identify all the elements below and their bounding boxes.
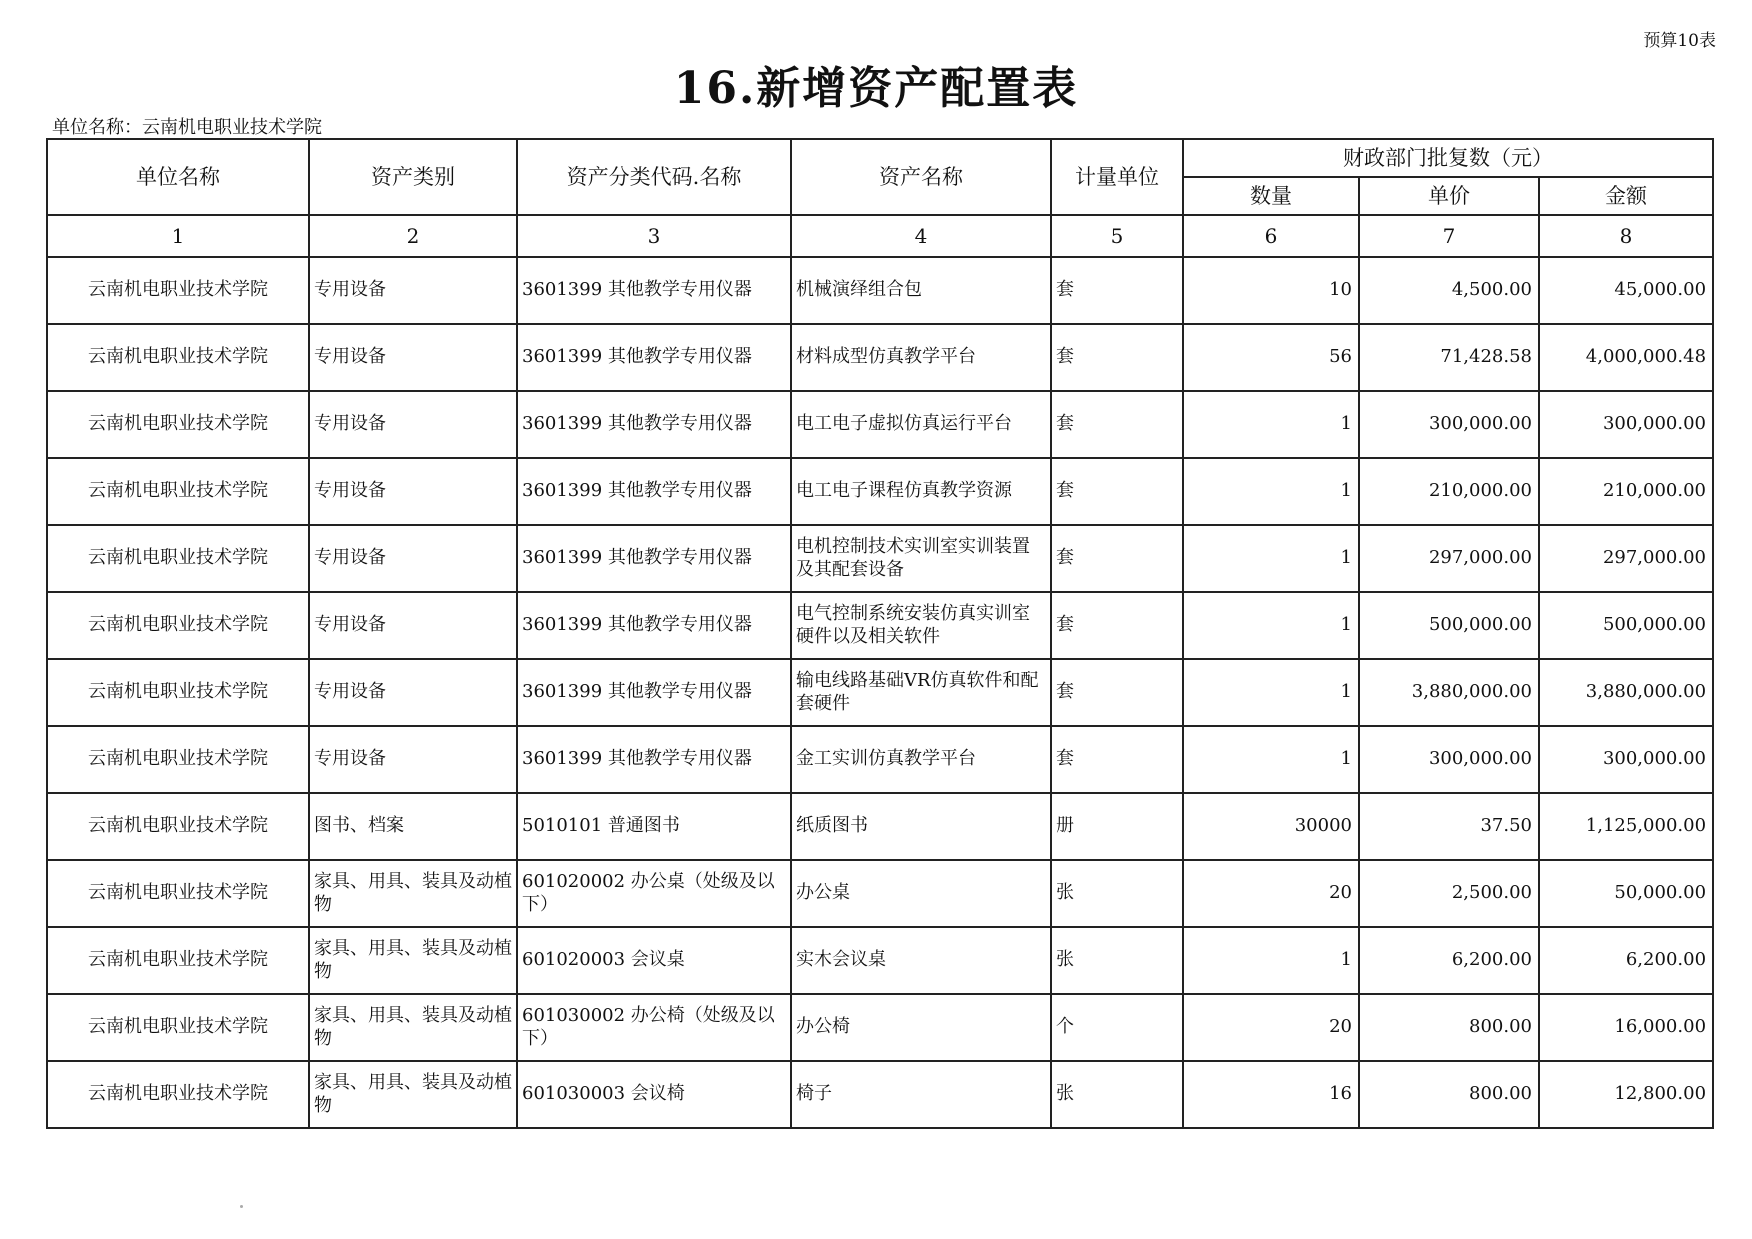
cell-measure-unit: 个 (1051, 994, 1183, 1061)
cell-quantity: 1 (1183, 659, 1359, 726)
table-row (47, 458, 1713, 525)
cell-measure-unit: 套 (1051, 324, 1183, 391)
cell-unit-name: 云南机电职业技术学院 (47, 860, 309, 927)
asset-allocation-table (46, 138, 1714, 1129)
scan-speck (240, 1205, 243, 1208)
cell-class-code: 3601399 其他教学专用仪器 (517, 525, 791, 592)
cell-class-code: 3601399 其他教学专用仪器 (517, 726, 791, 793)
cell-unit-name: 云南机电职业技术学院 (47, 927, 309, 994)
cell-class-code: 601030003 会议椅 (517, 1061, 791, 1128)
column-number-row (47, 215, 1713, 257)
table-row (47, 994, 1713, 1061)
cell-asset-category: 专用设备 (309, 525, 517, 592)
cell-unit-name: 云南机电职业技术学院 (47, 1061, 309, 1128)
header-class-code: 资产分类代码.名称 (517, 139, 791, 215)
column-number: 2 (309, 215, 517, 257)
cell-asset-name: 电工电子课程仿真教学资源 (791, 458, 1051, 525)
cell-unit-price: 300,000.00 (1359, 391, 1539, 458)
cell-class-code: 601020002 办公桌（处级及以下） (517, 860, 791, 927)
cell-asset-category: 专用设备 (309, 726, 517, 793)
cell-unit-price: 210,000.00 (1359, 458, 1539, 525)
table-row (47, 257, 1713, 324)
column-number: 3 (517, 215, 791, 257)
cell-quantity: 1 (1183, 458, 1359, 525)
cell-class-code: 3601399 其他教学专用仪器 (517, 391, 791, 458)
column-number: 7 (1359, 215, 1539, 257)
cell-asset-category: 图书、档案 (309, 793, 517, 860)
cell-unit-price: 3,880,000.00 (1359, 659, 1539, 726)
cell-measure-unit: 套 (1051, 458, 1183, 525)
cell-amount: 16,000.00 (1539, 994, 1713, 1061)
cell-class-code: 3601399 其他教学专用仪器 (517, 659, 791, 726)
cell-asset-name: 电机控制技术实训室实训装置及其配套设备 (791, 525, 1051, 592)
cell-amount: 300,000.00 (1539, 726, 1713, 793)
cell-unit-name: 云南机电职业技术学院 (47, 994, 309, 1061)
cell-quantity: 1 (1183, 726, 1359, 793)
cell-amount: 300,000.00 (1539, 391, 1713, 458)
cell-asset-name: 金工实训仿真教学平台 (791, 726, 1051, 793)
cell-asset-category: 专用设备 (309, 257, 517, 324)
header-amount: 金额 (1539, 177, 1713, 215)
cell-quantity: 20 (1183, 860, 1359, 927)
table-row (47, 592, 1713, 659)
cell-asset-category: 专用设备 (309, 592, 517, 659)
cell-quantity: 30000 (1183, 793, 1359, 860)
cell-unit-name: 云南机电职业技术学院 (47, 525, 309, 592)
cell-class-code: 3601399 其他教学专用仪器 (517, 458, 791, 525)
cell-unit-name: 云南机电职业技术学院 (47, 793, 309, 860)
page-title: 16.新增资产配置表 (673, 63, 1079, 114)
cell-amount: 297,000.00 (1539, 525, 1713, 592)
cell-measure-unit: 套 (1051, 257, 1183, 324)
cell-amount: 210,000.00 (1539, 458, 1713, 525)
cell-asset-category: 家具、用具、装具及动植物 (309, 927, 517, 994)
cell-quantity: 1 (1183, 927, 1359, 994)
table-row (47, 659, 1713, 726)
cell-measure-unit: 张 (1051, 1061, 1183, 1128)
cell-asset-name: 电工电子虚拟仿真运行平台 (791, 391, 1051, 458)
cell-asset-name: 电气控制系统安装仿真实训室硬件以及相关软件 (791, 592, 1051, 659)
cell-unit-name: 云南机电职业技术学院 (47, 458, 309, 525)
cell-unit-price: 297,000.00 (1359, 525, 1539, 592)
cell-amount: 50,000.00 (1539, 860, 1713, 927)
cell-unit-name: 云南机电职业技术学院 (47, 659, 309, 726)
cell-measure-unit: 套 (1051, 391, 1183, 458)
cell-measure-unit: 张 (1051, 927, 1183, 994)
cell-measure-unit: 套 (1051, 525, 1183, 592)
cell-class-code: 3601399 其他教学专用仪器 (517, 324, 791, 391)
cell-unit-price: 4,500.00 (1359, 257, 1539, 324)
cell-unit-price: 2,500.00 (1359, 860, 1539, 927)
table-row (47, 793, 1713, 860)
cell-unit-name: 云南机电职业技术学院 (47, 257, 309, 324)
header-asset-category: 资产类别 (309, 139, 517, 215)
cell-quantity: 10 (1183, 257, 1359, 324)
unit-name-label: 单位名称：云南机电职业技术学院 (52, 117, 322, 138)
table-row (47, 860, 1713, 927)
cell-amount: 500,000.00 (1539, 592, 1713, 659)
cell-unit-price: 800.00 (1359, 994, 1539, 1061)
cell-unit-name: 云南机电职业技术学院 (47, 726, 309, 793)
cell-class-code: 3601399 其他教学专用仪器 (517, 257, 791, 324)
cell-unit-price: 37.50 (1359, 793, 1539, 860)
cell-asset-name: 机械演绎组合包 (791, 257, 1051, 324)
cell-measure-unit: 套 (1051, 659, 1183, 726)
cell-asset-category: 专用设备 (309, 324, 517, 391)
cell-measure-unit: 套 (1051, 726, 1183, 793)
cell-unit-price: 300,000.00 (1359, 726, 1539, 793)
cell-class-code: 5010101 普通图书 (517, 793, 791, 860)
cell-amount: 12,800.00 (1539, 1061, 1713, 1128)
cell-amount: 4,000,000.48 (1539, 324, 1713, 391)
cell-asset-name: 办公椅 (791, 994, 1051, 1061)
cell-quantity: 1 (1183, 592, 1359, 659)
table-row (47, 391, 1713, 458)
table-number-label: 预算10表 (1643, 31, 1716, 51)
table-row (47, 726, 1713, 793)
cell-quantity: 1 (1183, 525, 1359, 592)
header-unit-name: 单位名称 (47, 139, 309, 215)
cell-class-code: 601020003 会议桌 (517, 927, 791, 994)
cell-asset-name: 办公桌 (791, 860, 1051, 927)
cell-amount: 1,125,000.00 (1539, 793, 1713, 860)
cell-class-code: 3601399 其他教学专用仪器 (517, 592, 791, 659)
column-number: 5 (1051, 215, 1183, 257)
cell-asset-name: 输电线路基础VR仿真软件和配套硬件 (791, 659, 1051, 726)
cell-asset-category: 家具、用具、装具及动植物 (309, 1061, 517, 1128)
table-row (47, 324, 1713, 391)
cell-asset-name: 椅子 (791, 1061, 1051, 1128)
cell-asset-category: 专用设备 (309, 391, 517, 458)
table-row (47, 525, 1713, 592)
cell-unit-price: 500,000.00 (1359, 592, 1539, 659)
cell-asset-category: 专用设备 (309, 659, 517, 726)
cell-unit-name: 云南机电职业技术学院 (47, 324, 309, 391)
cell-amount: 45,000.00 (1539, 257, 1713, 324)
table-row (47, 1061, 1713, 1128)
cell-amount: 3,880,000.00 (1539, 659, 1713, 726)
cell-asset-name: 材料成型仿真教学平台 (791, 324, 1051, 391)
column-number: 4 (791, 215, 1051, 257)
header-quantity: 数量 (1183, 177, 1359, 215)
cell-asset-category: 专用设备 (309, 458, 517, 525)
cell-asset-category: 家具、用具、装具及动植物 (309, 860, 517, 927)
cell-asset-name: 实木会议桌 (791, 927, 1051, 994)
column-number: 6 (1183, 215, 1359, 257)
cell-quantity: 56 (1183, 324, 1359, 391)
cell-unit-price: 6,200.00 (1359, 927, 1539, 994)
cell-quantity: 1 (1183, 391, 1359, 458)
cell-unit-price: 800.00 (1359, 1061, 1539, 1128)
header-unit-price: 单价 (1359, 177, 1539, 215)
column-number: 8 (1539, 215, 1713, 257)
cell-unit-name: 云南机电职业技术学院 (47, 592, 309, 659)
cell-unit-name: 云南机电职业技术学院 (47, 391, 309, 458)
cell-quantity: 20 (1183, 994, 1359, 1061)
cell-class-code: 601030002 办公椅（处级及以下） (517, 994, 791, 1061)
cell-measure-unit: 套 (1051, 592, 1183, 659)
cell-unit-price: 71,428.58 (1359, 324, 1539, 391)
header-approval-group: 财政部门批复数（元） (1183, 139, 1713, 177)
cell-asset-category: 家具、用具、装具及动植物 (309, 994, 517, 1061)
cell-amount: 6,200.00 (1539, 927, 1713, 994)
cell-asset-name: 纸质图书 (791, 793, 1051, 860)
header-asset-name: 资产名称 (791, 139, 1051, 215)
header-measure-unit: 计量单位 (1051, 139, 1183, 215)
cell-quantity: 16 (1183, 1061, 1359, 1128)
column-number: 1 (47, 215, 309, 257)
asset-rows (47, 257, 1713, 1128)
cell-measure-unit: 张 (1051, 860, 1183, 927)
table-row (47, 927, 1713, 994)
cell-measure-unit: 册 (1051, 793, 1183, 860)
